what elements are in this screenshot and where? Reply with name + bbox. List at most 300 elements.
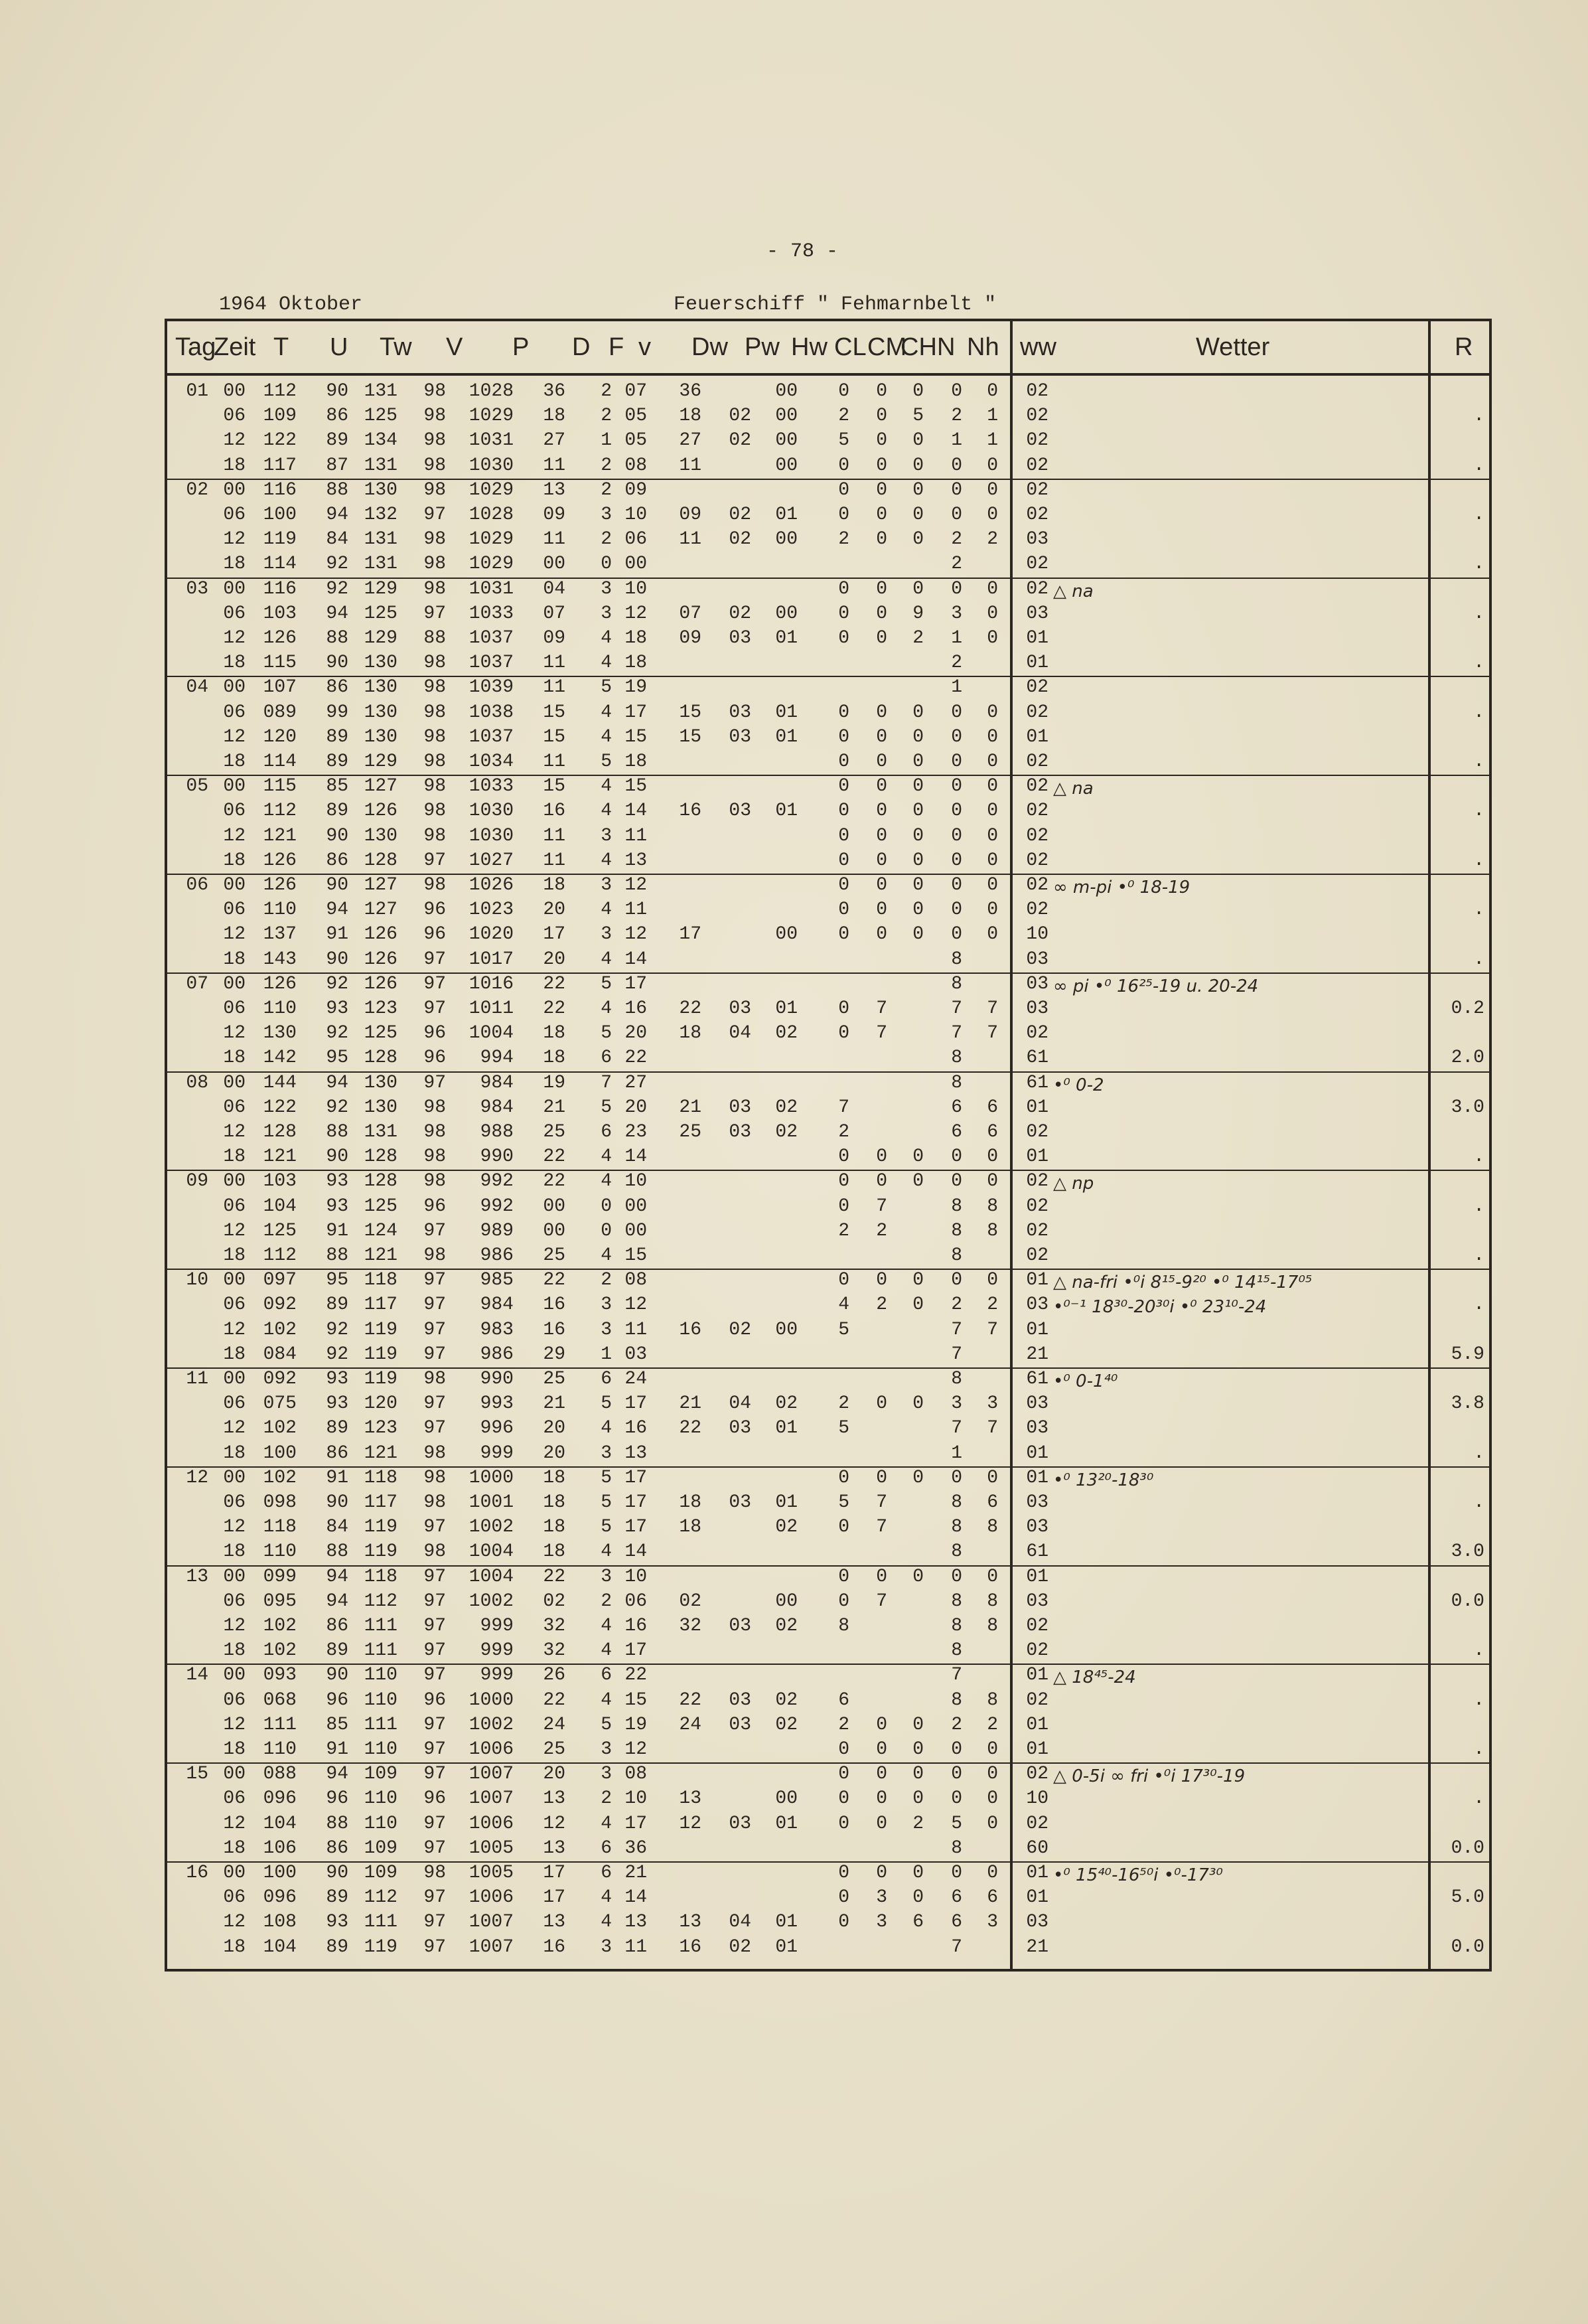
- table-cell: 26: [543, 1665, 565, 1686]
- table-cell: 112: [364, 1887, 397, 1908]
- precipitation-value: 3.0: [1451, 1097, 1484, 1118]
- table-cell: 0: [912, 1393, 924, 1415]
- table-row: [167, 1096, 1489, 1121]
- table-cell: 00: [775, 430, 798, 451]
- precipitation-value: .: [1473, 504, 1484, 525]
- table-cell: 98: [423, 1122, 446, 1142]
- table-cell: 89: [326, 1294, 348, 1316]
- table-cell: 1001: [469, 1492, 514, 1513]
- table-row: [167, 923, 1489, 947]
- table-cell: 3: [951, 603, 962, 624]
- table-cell: 02: [1026, 381, 1048, 402]
- table-row: [167, 1837, 1489, 1861]
- table-cell: 4: [601, 949, 612, 970]
- table-cell: 0: [987, 504, 998, 525]
- table-cell: 61: [1026, 1047, 1048, 1069]
- table-cell: 02: [1026, 1640, 1048, 1662]
- table-cell: 0: [838, 899, 849, 921]
- table-row: [167, 1590, 1489, 1614]
- table-cell: 1029: [469, 554, 514, 575]
- table-cell: 0: [876, 529, 887, 550]
- table-cell: 5: [838, 430, 849, 451]
- table-cell: 98: [423, 1467, 446, 1488]
- header-month-year: 1964 Oktober: [219, 293, 363, 316]
- table-cell: 1029: [469, 406, 514, 427]
- table-cell: 121: [263, 1146, 297, 1168]
- table-cell: 1000: [469, 1467, 514, 1488]
- table-cell: 86: [326, 677, 348, 698]
- table-cell: 996: [480, 1418, 514, 1439]
- table-cell: 122: [263, 1097, 297, 1118]
- table-cell: 01: [1026, 1270, 1048, 1291]
- table-cell: 116: [263, 578, 297, 599]
- table-cell: 97: [423, 1714, 446, 1735]
- precipitation-value: .: [1473, 949, 1484, 970]
- table-cell: 128: [263, 1122, 297, 1142]
- table-cell: 5: [951, 1813, 962, 1834]
- table-row: [167, 898, 1489, 923]
- table-cell: 2: [601, 455, 612, 476]
- table-cell: 116: [263, 479, 297, 501]
- table-cell: 2: [951, 1294, 962, 1316]
- table-cell: 17: [624, 973, 647, 994]
- table-cell: 95: [326, 1270, 348, 1291]
- table-cell: 01: [775, 1492, 798, 1513]
- table-cell: 93: [326, 1912, 348, 1933]
- table-cell: 7: [876, 998, 887, 1019]
- table-cell: 0: [876, 801, 887, 822]
- table-cell: 22: [543, 1689, 565, 1711]
- table-cell: 94: [326, 1566, 348, 1587]
- table-cell: 12: [223, 825, 246, 846]
- table-cell: 01: [1026, 1665, 1048, 1686]
- table-row: [167, 528, 1489, 552]
- table-cell: 118: [364, 1467, 397, 1488]
- table-cell: 0: [838, 628, 849, 649]
- table-cell: 119: [364, 1344, 397, 1365]
- table-cell: 992: [480, 1196, 514, 1217]
- table-row: [167, 1466, 1489, 1491]
- table-cell: 97: [423, 1887, 446, 1908]
- weather-note: •⁰⁻¹ 18³⁰-20³⁰i •⁰ 23¹⁰-24: [1053, 1297, 1267, 1318]
- table-cell: 1033: [469, 776, 514, 797]
- table-cell: 114: [263, 751, 297, 772]
- table-cell: 88: [326, 628, 348, 649]
- table-cell: 13: [624, 1912, 647, 1933]
- table-cell: 7: [951, 998, 962, 1019]
- table-cell: 097: [263, 1270, 297, 1291]
- table-cell: 89: [326, 1936, 348, 1958]
- table-cell: 21: [1026, 1344, 1048, 1365]
- table-cell: 0: [601, 554, 612, 575]
- table-cell: 21: [543, 1393, 565, 1415]
- table-cell: 8: [951, 1640, 962, 1662]
- table-cell: 126: [263, 628, 297, 649]
- table-cell: 89: [326, 1640, 348, 1662]
- weather-note: △ 0-5i ∞ fri •⁰i 17³⁰-19: [1053, 1766, 1246, 1787]
- table-cell: 0: [951, 1171, 962, 1192]
- table-cell: 8: [951, 1072, 962, 1093]
- table-cell: 0: [912, 381, 924, 402]
- table-cell: 90: [326, 653, 348, 674]
- table-cell: 02: [1026, 504, 1048, 525]
- table-cell: 8: [987, 1196, 998, 1217]
- table-cell: 117: [364, 1294, 397, 1316]
- table-cell: 98: [423, 1541, 446, 1563]
- table-cell: 06: [624, 1590, 647, 1612]
- table-cell: 126: [364, 801, 397, 822]
- table-cell: 124: [364, 1220, 397, 1241]
- table-cell: 21: [543, 1097, 565, 1118]
- table-cell: 0: [838, 875, 849, 895]
- table-cell: 0: [838, 702, 849, 723]
- table-cell: 97: [423, 1220, 446, 1241]
- table-cell: 03: [1026, 1517, 1048, 1538]
- table-cell: 13: [543, 1788, 565, 1810]
- table-cell: 117: [364, 1492, 397, 1513]
- table-cell: 7: [876, 1590, 887, 1612]
- table-cell: 06: [223, 1887, 246, 1908]
- table-cell: 11: [679, 455, 701, 476]
- table-cell: 2: [601, 1590, 612, 1612]
- table-row: [167, 1046, 1489, 1071]
- precipitation-value: .: [1473, 850, 1484, 871]
- table-cell: 126: [364, 949, 397, 970]
- table-cell: 4: [601, 1912, 612, 1933]
- table-cell: 0: [876, 850, 887, 871]
- table-cell: 0: [912, 899, 924, 921]
- table-cell: 1030: [469, 455, 514, 476]
- table-cell: 00: [223, 1171, 246, 1192]
- table-cell: 993: [480, 1393, 514, 1415]
- column-header: CL: [834, 333, 867, 361]
- table-row: [167, 479, 1489, 503]
- table-cell: 126: [364, 973, 397, 994]
- table-row: [167, 503, 1489, 528]
- table-cell: 0: [951, 479, 962, 501]
- table-cell: 088: [263, 1764, 297, 1785]
- table-cell: 099: [263, 1566, 297, 1587]
- table-cell: 01: [1026, 1566, 1048, 1587]
- table-cell: 10: [186, 1270, 208, 1291]
- table-cell: 1028: [469, 504, 514, 525]
- table-cell: 18: [223, 1146, 246, 1168]
- table-cell: 18: [543, 406, 565, 427]
- table-cell: 0: [987, 1171, 998, 1192]
- table-cell: 0: [987, 1146, 998, 1168]
- table-cell: 11: [624, 1319, 647, 1340]
- table-cell: 0: [951, 1739, 962, 1760]
- table-cell: 98: [423, 455, 446, 476]
- table-cell: 2: [601, 1270, 612, 1291]
- table-cell: 0: [876, 381, 887, 402]
- table-cell: 108: [263, 1912, 297, 1933]
- table-cell: 17: [624, 1640, 647, 1662]
- table-cell: 97: [423, 973, 446, 994]
- table-cell: 12: [223, 430, 246, 451]
- table-cell: 90: [326, 1665, 348, 1686]
- table-cell: 0: [987, 381, 998, 402]
- table-row: [167, 1121, 1489, 1145]
- table-cell: 00: [775, 603, 798, 624]
- table-cell: 91: [326, 1739, 348, 1760]
- table-cell: 97: [423, 1517, 446, 1538]
- table-cell: 084: [263, 1344, 297, 1365]
- weather-note: △ np: [1053, 1174, 1094, 1194]
- table-cell: 06: [223, 1689, 246, 1711]
- table-cell: 32: [543, 1640, 565, 1662]
- table-cell: 8: [951, 973, 962, 994]
- table-cell: 2: [951, 554, 962, 575]
- table-cell: 5: [912, 406, 924, 427]
- table-cell: 24: [624, 1369, 647, 1389]
- table-cell: 8: [951, 1220, 962, 1241]
- table-cell: 01: [775, 628, 798, 649]
- table-cell: 126: [263, 850, 297, 871]
- table-cell: 0: [876, 726, 887, 747]
- table-cell: 7: [987, 1418, 998, 1439]
- table-cell: 1031: [469, 430, 514, 451]
- table-cell: 4: [601, 850, 612, 871]
- table-row: [167, 1195, 1489, 1219]
- table-cell: 125: [364, 603, 397, 624]
- table-cell: 8: [987, 1517, 998, 1538]
- table-cell: 0: [987, 1863, 998, 1883]
- table-cell: 5: [601, 751, 612, 772]
- table-cell: 0: [838, 776, 849, 797]
- table-cell: 97: [423, 1270, 446, 1291]
- table-cell: 10: [624, 1788, 647, 1810]
- table-cell: 0: [876, 578, 887, 599]
- table-cell: 02: [775, 1517, 798, 1538]
- header-rule: [167, 373, 1489, 376]
- table-cell: 88: [423, 628, 446, 649]
- table-cell: 86: [326, 406, 348, 427]
- table-cell: 119: [364, 1517, 397, 1538]
- table-cell: 6: [601, 1837, 612, 1859]
- table-cell: 16: [543, 1294, 565, 1316]
- table-cell: 00: [223, 1665, 246, 1686]
- table-cell: 2: [838, 1122, 849, 1142]
- table-cell: 0: [987, 1788, 998, 1810]
- table-cell: 130: [364, 702, 397, 723]
- table-cell: 4: [601, 1887, 612, 1908]
- table-cell: 22: [543, 1171, 565, 1192]
- table-cell: 00: [543, 1220, 565, 1241]
- table-cell: 130: [364, 726, 397, 747]
- table-cell: 91: [326, 924, 348, 945]
- table-cell: 0: [838, 381, 849, 402]
- table-cell: 1017: [469, 949, 514, 970]
- table-cell: 19: [624, 677, 647, 698]
- table-cell: 4: [601, 653, 612, 674]
- table-cell: 98: [423, 1863, 446, 1883]
- table-cell: 2: [601, 1788, 612, 1810]
- table-cell: 02: [1026, 677, 1048, 698]
- table-cell: 16: [679, 1319, 701, 1340]
- table-row: [167, 1886, 1489, 1910]
- table-cell: 02: [1026, 578, 1048, 599]
- table-cell: 0: [951, 1863, 962, 1883]
- table-cell: 0: [838, 1270, 849, 1291]
- table-cell: 3: [601, 504, 612, 525]
- table-cell: 92: [326, 973, 348, 994]
- table-cell: 20: [543, 1418, 565, 1439]
- table-cell: 0: [951, 1146, 962, 1168]
- table-cell: 18: [223, 949, 246, 970]
- table-cell: 00: [223, 1369, 246, 1389]
- table-cell: 93: [326, 1171, 348, 1192]
- table-cell: 6: [951, 1097, 962, 1118]
- table-cell: 1023: [469, 899, 514, 921]
- table-cell: 0: [876, 1566, 887, 1587]
- table-cell: 01: [1026, 1097, 1048, 1118]
- table-cell: 22: [543, 973, 565, 994]
- precipitation-value: .: [1473, 1294, 1484, 1316]
- table-cell: 8: [987, 1220, 998, 1241]
- table-cell: 02: [1026, 1813, 1048, 1834]
- table-cell: 06: [223, 1590, 246, 1612]
- table-cell: 0: [951, 924, 962, 945]
- table-cell: 18: [543, 1467, 565, 1488]
- table-cell: 02: [775, 1616, 798, 1636]
- table-cell: 0: [876, 1788, 887, 1810]
- table-cell: 110: [263, 1739, 297, 1760]
- table-cell: 00: [223, 875, 246, 895]
- table-cell: 128: [364, 1146, 397, 1168]
- table-cell: 128: [364, 1171, 397, 1192]
- table-cell: 2: [876, 1220, 887, 1241]
- table-row: [167, 849, 1489, 874]
- table-cell: 7: [987, 1023, 998, 1044]
- table-cell: 90: [326, 1146, 348, 1168]
- table-cell: 92: [326, 1023, 348, 1044]
- table-cell: 61: [1026, 1369, 1048, 1389]
- table-cell: 111: [364, 1616, 397, 1636]
- table-cell: 97: [423, 1294, 446, 1316]
- table-cell: 092: [263, 1369, 297, 1389]
- table-cell: 992: [480, 1171, 514, 1192]
- table-cell: 0: [876, 776, 887, 797]
- table-cell: 3: [601, 1566, 612, 1587]
- table-cell: 18: [223, 554, 246, 575]
- table-cell: 97: [423, 1813, 446, 1834]
- table-cell: 128: [364, 850, 397, 871]
- table-cell: 119: [364, 1369, 397, 1389]
- table-cell: 02: [775, 1714, 798, 1735]
- table-cell: 100: [263, 1863, 297, 1883]
- table-cell: 04: [186, 677, 208, 698]
- table-cell: 0: [951, 1566, 962, 1587]
- table-cell: 03: [729, 1714, 751, 1735]
- table-cell: 11: [624, 825, 647, 846]
- table-cell: 999: [480, 1442, 514, 1464]
- table-cell: 02: [1026, 875, 1048, 895]
- table-cell: 02: [1026, 776, 1048, 797]
- table-cell: 102: [263, 1467, 297, 1488]
- column-header: Tw: [380, 333, 412, 361]
- page-number: - 78 -: [766, 240, 839, 263]
- weather-note: ∞ m-pi •⁰ 18-19: [1053, 878, 1191, 897]
- table-cell: 130: [364, 1072, 397, 1093]
- column-header: Nh: [967, 333, 999, 361]
- precipitation-value: .: [1473, 1196, 1484, 1217]
- table-cell: 110: [364, 1739, 397, 1760]
- table-cell: 0: [987, 1467, 998, 1488]
- table-cell: 0: [987, 603, 998, 624]
- table-cell: 2: [876, 1294, 887, 1316]
- table-cell: 0: [951, 850, 962, 871]
- table-cell: 08: [624, 1270, 647, 1291]
- table-cell: 111: [263, 1714, 297, 1735]
- table-cell: 0: [987, 825, 998, 846]
- table-cell: 0: [951, 381, 962, 402]
- table-row: [167, 1565, 1489, 1590]
- table-cell: 5: [601, 1517, 612, 1538]
- table-cell: 0: [951, 776, 962, 797]
- table-cell: 20: [543, 1764, 565, 1785]
- table-cell: 03: [1026, 973, 1048, 994]
- column-header: Dw: [691, 333, 728, 361]
- table-cell: 02: [729, 1319, 751, 1340]
- table-cell: 00: [775, 1319, 798, 1340]
- table-cell: 16: [624, 1418, 647, 1439]
- table-cell: 91: [326, 1467, 348, 1488]
- table-cell: 12: [223, 1714, 246, 1735]
- table-cell: 0: [876, 1270, 887, 1291]
- table-row: [167, 676, 1489, 700]
- table-cell: 13: [543, 479, 565, 501]
- table-cell: 11: [543, 677, 565, 698]
- table-cell: 0: [838, 1590, 849, 1612]
- table-cell: 98: [423, 751, 446, 772]
- column-header: Wetter: [1196, 333, 1270, 361]
- table-cell: 0: [838, 751, 849, 772]
- table-cell: 3: [601, 825, 612, 846]
- table-cell: 137: [263, 924, 297, 945]
- table-cell: 98: [423, 1442, 446, 1464]
- table-cell: 02: [1026, 1245, 1048, 1266]
- table-cell: 21: [1026, 1936, 1048, 1958]
- table-cell: 17: [624, 1467, 647, 1488]
- table-cell: 97: [423, 1590, 446, 1612]
- table-cell: 14: [624, 1541, 647, 1563]
- table-cell: 0: [912, 751, 924, 772]
- table-cell: 994: [480, 1047, 514, 1069]
- table-cell: 0: [876, 1764, 887, 1785]
- table-cell: 109: [263, 406, 297, 427]
- table-cell: 18: [679, 406, 701, 427]
- table-cell: 87: [326, 455, 348, 476]
- table-cell: 12: [186, 1467, 208, 1488]
- table-cell: 8: [951, 1541, 962, 1563]
- table-cell: 22: [543, 1270, 565, 1291]
- table-cell: 98: [423, 875, 446, 895]
- table-row: [167, 1318, 1489, 1343]
- table-cell: 03: [729, 1097, 751, 1118]
- table-row: [167, 799, 1489, 824]
- table-cell: 00: [223, 1072, 246, 1093]
- table-cell: 17: [624, 702, 647, 723]
- table-cell: 128: [364, 1047, 397, 1069]
- table-cell: 98: [423, 554, 446, 575]
- table-cell: 8: [951, 1590, 962, 1612]
- column-header: V: [446, 333, 463, 361]
- table-cell: 6: [912, 1912, 924, 1933]
- table-cell: 6: [987, 1122, 998, 1142]
- table-cell: 18: [223, 1936, 246, 1958]
- table-cell: 0: [987, 850, 998, 871]
